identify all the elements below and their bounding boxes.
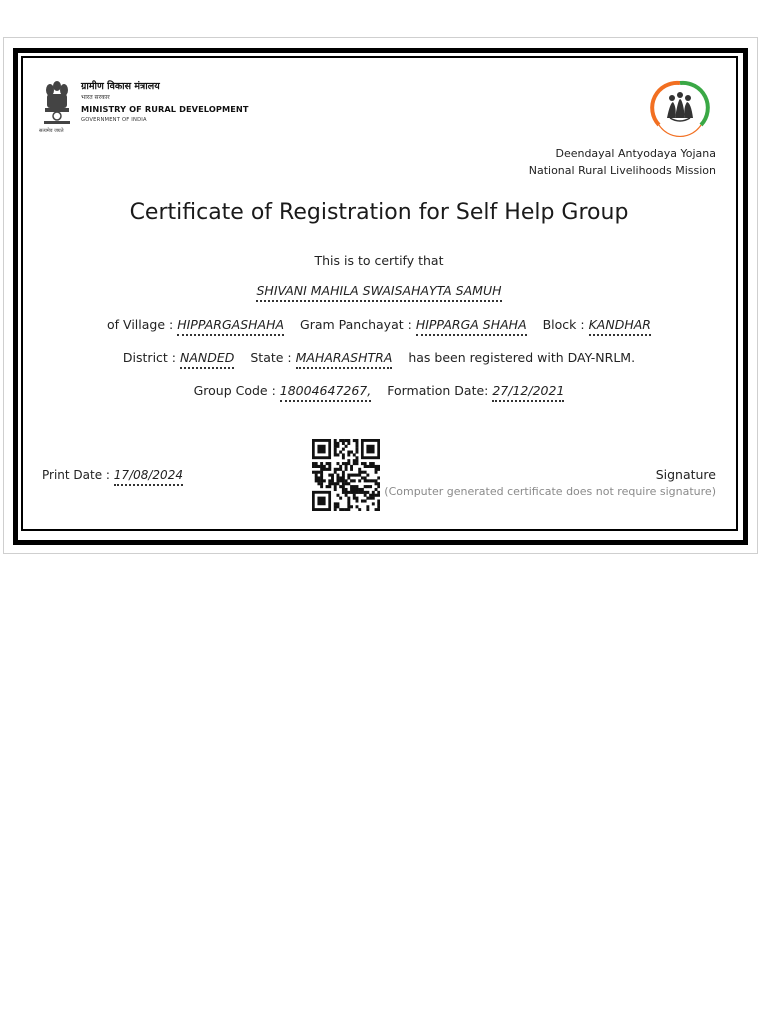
- scheme-line-1: Deendayal Antyodaya Yojana: [555, 147, 716, 160]
- scheme-line-2: National Rural Livelihoods Mission: [528, 164, 716, 177]
- group-code-label: Group Code :: [193, 383, 276, 398]
- block-label: Block :: [542, 317, 585, 332]
- government-english: GOVERNMENT OF INDIA: [81, 117, 147, 124]
- print-date: [42, 467, 183, 486]
- district-label: District :: [122, 350, 177, 365]
- national-emblem-icon: [42, 80, 72, 134]
- ministry-english: MINISTRY OF RURAL DEVELOPMENT: [81, 103, 249, 114]
- group-code-line: [0, 383, 758, 402]
- ministry-block: [81, 82, 249, 124]
- panchayat-label: Gram Panchayat :: [300, 317, 412, 332]
- ministry-hindi: ग्रामीण विकास मंत्रालय: [81, 81, 160, 92]
- intro-text: This is to certify that: [314, 253, 444, 268]
- village-value: HIPPARGASHAHA: [177, 317, 284, 336]
- emblem-motto: सत्यमेव जयते: [39, 128, 64, 134]
- government-hindi: भारत सरकार: [81, 93, 110, 101]
- block-value: KANDHAR: [589, 317, 651, 336]
- signature-note: (Computer generated certificate does not require signature): [384, 485, 716, 498]
- signature-label: Signature: [655, 467, 716, 482]
- print-date-value: 17/08/2024: [114, 467, 183, 486]
- print-date-label: Print Date :: [42, 468, 110, 482]
- scheme-name: [529, 145, 716, 179]
- panchayat-value: HIPPARGA SHAHA: [416, 317, 527, 336]
- registered-text: has been registered with DAY-NRLM.: [408, 350, 636, 365]
- certificate-title: Certificate of Registration for Self Help Group: [129, 200, 629, 225]
- state-value: MAHARASHTRA: [296, 350, 393, 369]
- location-line: [0, 317, 758, 336]
- group-name-line: [0, 283, 758, 302]
- village-label: of Village :: [107, 317, 174, 332]
- signature-block: [384, 467, 716, 498]
- group-name: SHIVANI MAHILA SWAISAHAYTA SAMUH: [256, 283, 501, 302]
- state-label: State :: [250, 350, 292, 365]
- district-value: NANDED: [180, 350, 234, 369]
- district-line: [0, 350, 758, 369]
- intro-line: [0, 253, 758, 268]
- formation-date-value: 27/12/2021: [492, 383, 564, 402]
- group-code-value: 18004647267,: [280, 383, 371, 402]
- day-nrlm-logo-icon: [640, 78, 720, 138]
- qr-code-icon: [312, 439, 380, 511]
- formation-date-label: Formation Date:: [387, 383, 489, 398]
